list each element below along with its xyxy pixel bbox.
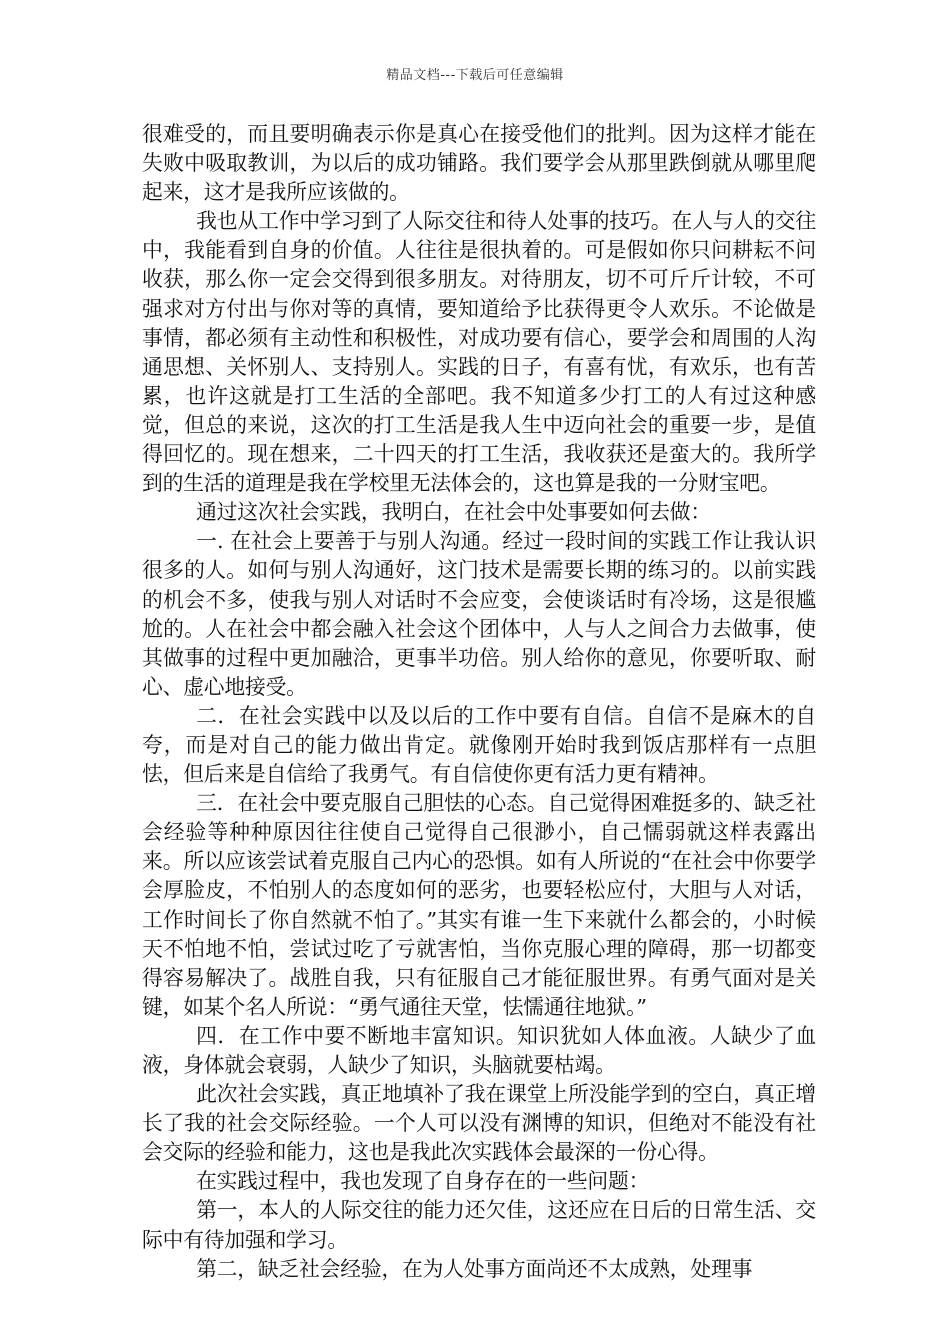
paragraph: 二．在社会实践中以及以后的工作中要有自信。自信不是麻木的自夸，而是对自己的能力做出肯定。就像刚开始时我到饭店那样有一点胆怯，但后来是自信给了我勇气。有自信使你更有活力更有精神。: [142, 703, 816, 787]
paragraph: 很难受的，而且要明确表示你是真心在接受他们的批判。因为这样才能在失败中吸取教训，为以后的成功铺路。我们要学会从那里跌倒就从哪里爬起来，这才是我所应该做的。: [142, 122, 816, 205]
paragraph: 在实践过程中，我也发现了自身存在的一些问题：: [196, 1169, 650, 1194]
paragraph: 一. 在社会上要善于与别人沟通。经过一段时间的实践工作让我认识很多的人。如何与别人沟通好，这门技术是需要长期的练习的。以前实践的机会不多，使我与别人对话时不会应变，会使谈话时有冷场，这是很尴尬的。人在社会中都会融入社会这个团体中，人与人之间合力去做事，使其做事的过程中更加融洽，更事半功倍。别人给你的意见，你要听取、耐心、虚心地接受。: [142, 529, 816, 699]
paragraph: 此次社会实践，真正地填补了我在课堂上所没能学到的空白，真正增长了我的社会交际经验。一个人可以没有渊博的知识，但绝对不能没有社会交际的经验和能力，这也是我此次实践体会最深的一份心得。: [142, 1082, 816, 1165]
page-header: 精品文档---下载后可任意编辑: [386, 68, 564, 83]
paragraph: 第二，缺乏社会经验，在为人处事方面尚还不太成熟，处理事: [196, 1256, 753, 1281]
document-body: [142, 120, 816, 1284]
paragraph: 四．在工作中要不断地丰富知识。知识犹如人体血液。人缺少了血液，身体就会衰弱，人缺少了知识，头脑就要枯竭。: [142, 1023, 816, 1077]
paragraph: 第一，本人的人际交往的能力还欠佳，这还应在日后的日常生活、交际中有待加强和学习。: [142, 1198, 816, 1252]
paragraph: 我也从工作中学习到了人际交往和待人处事的技巧。在人与人的交往中，我能看到自身的价值。人往往是很执着的。可是假如你只问耕耘不问收获，那么你一定会交得到很多朋友。对待朋友，切不可斤斤计较，不可强求对方付出与你对等的真情，要知道给予比获得更令人欢乐。不论做是事情，都必须有主动性和积极性，对成功要有信心，要学会和周围的人沟通思想、关怀别人、支持别人。实践的日子，有喜有忧，有欢乐，也有苦累，也许这就是打工生活的全部吧。我不知道多少打工的人有过这种感觉，但总的来说，这次的打工生活是我人生中迈向社会的重要一步，是值得回忆的。现在想来，二十四天的打工生活，我收获还是蛮大的。我所学到的生活的道理是我在学校里无法体会的，这也算是我的一分财宝吧。: [142, 209, 816, 496]
paragraph: 通过这次社会实践，我明白，在社会中处事要如何去做：: [196, 500, 711, 525]
paragraph: 三．在社会中要克服自己胆怯的心态。自己觉得困难挺多的、缺乏社会经验等种种原因往往使自己觉得自己很渺小，自己懦弱就这样表露出来。所以应该尝试着克服自己内心的恐惧。如有人所说的“在社会中你要学会厚脸皮，不怕别人的态度如何的恶劣，也要轻松应付，大胆与人对话，工作时间长了你自然就不怕了。”其实有谁一生下来就什么都会的，小时候天不怕地不怕，尝试过吃了亏就害怕，当你克服心理的障碍，那一切都变得容易解决了。战胜自我，只有征服自己才能征服世界。有勇气面对是关键，如某个名人所说：“勇气通往天堂，怯懦通往地狱。”: [142, 791, 816, 1019]
